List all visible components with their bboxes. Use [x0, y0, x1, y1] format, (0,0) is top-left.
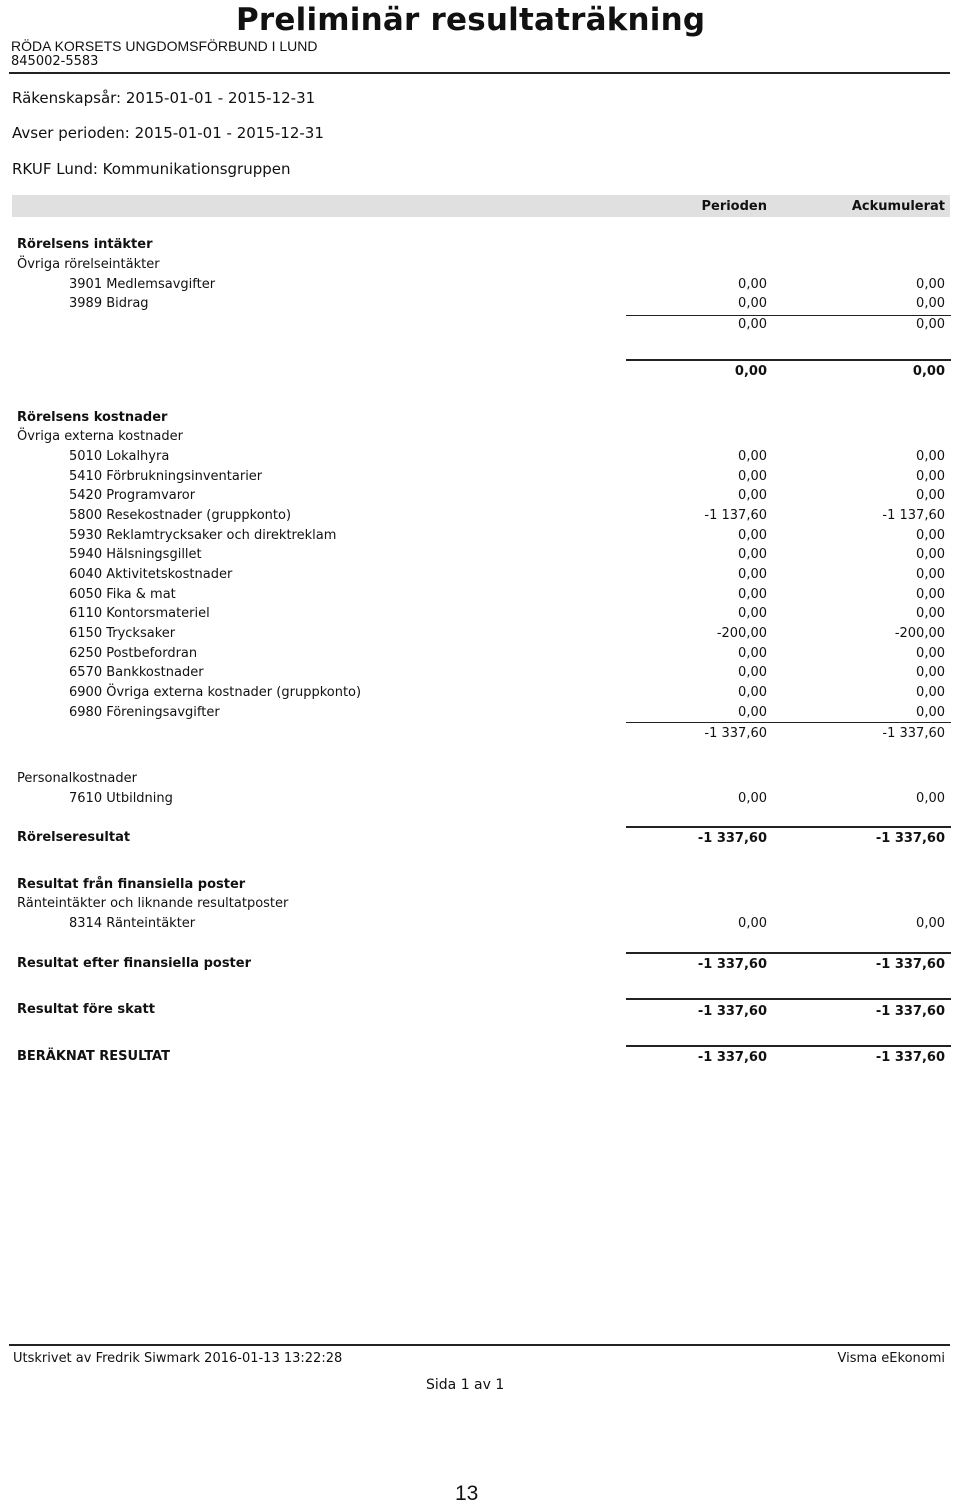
accumulated-value: 0,00 — [916, 547, 945, 562]
account-label: 5410 Förbrukningsinventarier — [69, 469, 263, 484]
account-label: 5010 Lokalhyra — [69, 449, 170, 464]
period-value: 0,00 — [738, 665, 767, 680]
costs-subtotal-period: -1 337,60 — [704, 726, 767, 741]
header-divider — [9, 72, 950, 74]
fiscal-year: Räkenskapsår: 2015-01-01 - 2015-12-31 — [12, 89, 316, 107]
page-number: 13 — [455, 1482, 479, 1505]
accumulated-value: 0,00 — [916, 469, 945, 484]
period-value: 0,00 — [738, 646, 767, 661]
group-heading-interest: Ränteintäkter och liknande resultatposter — [17, 896, 289, 911]
accumulated-value: -1 137,60 — [882, 508, 945, 523]
group-heading-personnel: Personalkostnader — [17, 771, 137, 786]
calculated-result-label: BERÄKNAT RESULTAT — [17, 1049, 170, 1064]
account-label: 3989 Bidrag — [69, 296, 149, 311]
organization-number: 845002-5583 — [11, 54, 99, 69]
period-value: 0,00 — [738, 606, 767, 621]
period-value: 0,00 — [738, 587, 767, 602]
accumulated-value: 0,00 — [916, 587, 945, 602]
period-value: 0,00 — [738, 685, 767, 700]
income-total-period: 0,00 — [734, 364, 767, 379]
period-value: -1 137,60 — [704, 508, 767, 523]
accumulated-value: 0,00 — [916, 685, 945, 700]
accumulated-value: -200,00 — [894, 626, 945, 641]
accumulated-value: 0,00 — [916, 606, 945, 621]
accumulated-value: 0,00 — [916, 296, 945, 311]
calculated-result-accumulated: -1 337,60 — [875, 1050, 945, 1065]
column-header-accumulated: Ackumulerat — [851, 199, 945, 214]
period-value: 0,00 — [738, 547, 767, 562]
account-label: 6900 Övriga externa kostnader (gruppkonto) — [69, 685, 362, 700]
account-label: 5420 Programvaror — [69, 488, 196, 503]
income-subtotal-period: 0,00 — [738, 317, 767, 332]
column-header-bar — [12, 195, 950, 217]
period-value: 0,00 — [738, 791, 767, 806]
total-rule — [626, 826, 951, 828]
period-value: 0,00 — [738, 296, 767, 311]
total-rule — [626, 998, 951, 1000]
report-period: Avser perioden: 2015-01-01 - 2015-12-31 — [12, 124, 324, 142]
footer-divider — [9, 1344, 950, 1346]
calculated-result-period: -1 337,60 — [697, 1050, 767, 1065]
printed-by: Utskrivet av Fredrik Siwmark 2016-01-13 13:22:28 — [13, 1351, 343, 1366]
after-financial-accumulated: -1 337,60 — [875, 957, 945, 972]
period-value: 0,00 — [738, 528, 767, 543]
period-value: -200,00 — [716, 626, 767, 641]
period-value: 0,00 — [738, 449, 767, 464]
section-heading-costs: Rörelsens kostnader — [17, 410, 168, 425]
period-value: 0,00 — [738, 469, 767, 484]
period-value: 0,00 — [738, 488, 767, 503]
account-label: 6250 Postbefordran — [69, 646, 198, 661]
period-value: 0,00 — [738, 277, 767, 292]
accumulated-value: 0,00 — [916, 791, 945, 806]
account-label: 8314 Ränteintäkter — [69, 916, 196, 931]
total-rule — [626, 952, 951, 954]
accumulated-value: 0,00 — [916, 705, 945, 720]
subtotal-rule — [626, 722, 951, 723]
after-financial-period: -1 337,60 — [697, 957, 767, 972]
accumulated-value: 0,00 — [916, 665, 945, 680]
costs-subtotal-accumulated: -1 337,60 — [882, 726, 945, 741]
group-heading-other-income: Övriga rörelseintäkter — [17, 257, 160, 272]
column-header-period: Perioden — [701, 199, 767, 214]
total-rule — [626, 1045, 951, 1047]
account-label: 5940 Hälsningsgillet — [69, 547, 202, 562]
before-tax-period: -1 337,60 — [697, 1004, 767, 1019]
report-unit: RKUF Lund: Kommunikationsgruppen — [12, 160, 291, 178]
account-label: 6570 Bankkostnader — [69, 665, 204, 680]
account-label: 6150 Trycksaker — [69, 626, 176, 641]
accumulated-value: 0,00 — [916, 488, 945, 503]
accumulated-value: 0,00 — [916, 277, 945, 292]
accumulated-value: 0,00 — [916, 646, 945, 661]
period-value: 0,00 — [738, 567, 767, 582]
operating-result-label: Rörelseresultat — [17, 830, 131, 845]
subtotal-rule — [626, 315, 951, 316]
software-name: Visma eEkonomi — [837, 1351, 945, 1366]
accumulated-value: 0,00 — [916, 916, 945, 931]
income-subtotal-accumulated: 0,00 — [916, 317, 945, 332]
report-title: Preliminär resultaträkning — [236, 2, 706, 38]
period-value: 0,00 — [738, 916, 767, 931]
after-financial-label: Resultat efter finansiella poster — [17, 956, 251, 971]
section-heading-income: Rörelsens intäkter — [17, 237, 153, 252]
account-label: 6980 Föreningsavgifter — [69, 705, 220, 720]
accumulated-value: 0,00 — [916, 449, 945, 464]
account-label: 6110 Kontorsmateriel — [69, 606, 210, 621]
group-heading-external-costs: Övriga externa kostnader — [17, 429, 183, 444]
period-value: 0,00 — [738, 705, 767, 720]
total-rule — [626, 359, 951, 361]
accumulated-value: 0,00 — [916, 528, 945, 543]
operating-result-period: -1 337,60 — [697, 831, 767, 846]
accumulated-value: 0,00 — [916, 567, 945, 582]
operating-result-accumulated: -1 337,60 — [875, 831, 945, 846]
income-total-accumulated: 0,00 — [912, 364, 945, 379]
page-indicator: Sida 1 av 1 — [426, 1377, 505, 1393]
organization-name: RÖDA KORSETS UNGDOMSFÖRBUND I LUND — [11, 38, 318, 54]
account-label: 5800 Resekostnader (gruppkonto) — [69, 508, 292, 523]
account-label: 3901 Medlemsavgifter — [69, 277, 216, 292]
account-label: 6040 Aktivitetskostnader — [69, 567, 233, 582]
before-tax-accumulated: -1 337,60 — [875, 1004, 945, 1019]
account-label: 7610 Utbildning — [69, 791, 173, 806]
section-heading-financial: Resultat från finansiella poster — [17, 877, 246, 892]
account-label: 5930 Reklamtrycksaker och direktreklam — [69, 528, 337, 543]
before-tax-label: Resultat före skatt — [17, 1002, 155, 1017]
account-label: 6050 Fika & mat — [69, 587, 176, 602]
